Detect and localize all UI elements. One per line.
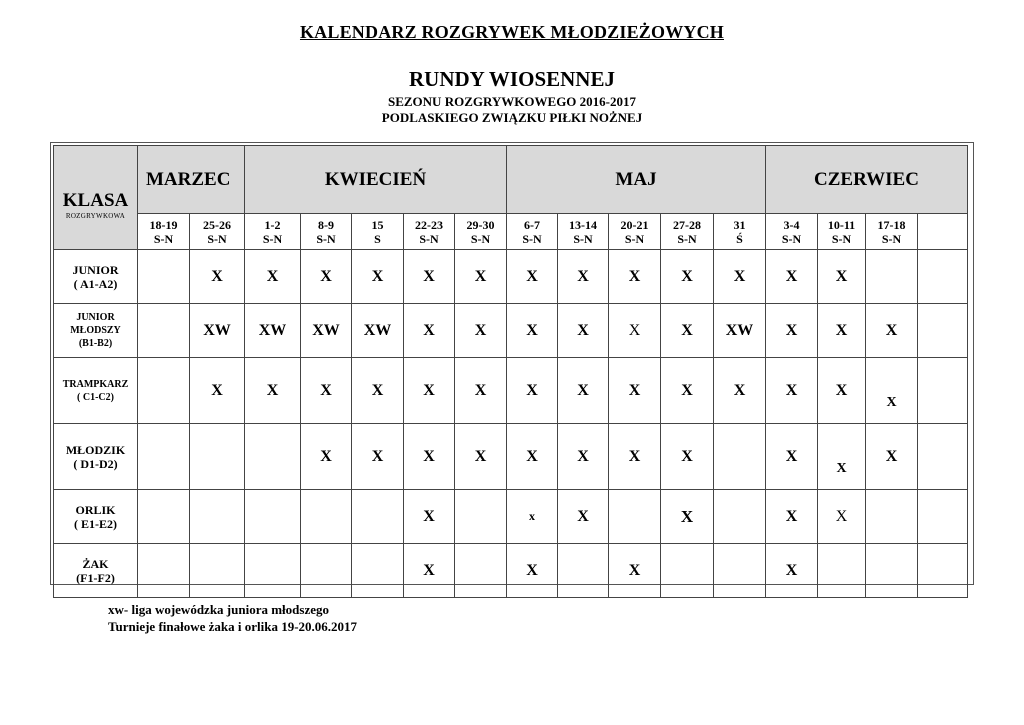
schedule-cell: X (818, 424, 866, 490)
schedule-cell (352, 544, 404, 598)
date-cell (507, 214, 558, 250)
schedule-cell: XW (245, 304, 301, 358)
schedule-cell: X (818, 304, 866, 358)
schedule-cell: X (455, 424, 507, 490)
date-cell (818, 214, 866, 250)
schedule-cell (455, 490, 507, 544)
schedule-cell: X (404, 304, 455, 358)
date-days: S-N (573, 231, 593, 246)
schedule-cell: X (661, 424, 714, 490)
month-header-june: CZERWIEC (766, 146, 968, 214)
class-name-line: ORLIK (75, 502, 116, 517)
class-code: (F1-F2) (76, 570, 115, 585)
date-range: 18-19 (149, 217, 178, 232)
date-cell (609, 214, 661, 250)
schedule-cell (245, 490, 301, 544)
schedule-cell: X (558, 490, 609, 544)
class-code: ( E1-E2) (74, 516, 117, 531)
table-row (54, 544, 968, 598)
schedule-cell (558, 544, 609, 598)
schedule-cell (245, 544, 301, 598)
class-name-line: JUNIOR (76, 312, 115, 323)
date-range: 3-4 (783, 217, 800, 232)
schedule-cell: X (455, 250, 507, 304)
schedule-cell (190, 490, 245, 544)
schedule-cell: X (301, 250, 352, 304)
table-row (54, 490, 968, 544)
date-days: S-N (781, 231, 802, 246)
schedule-cell: X (404, 490, 455, 544)
schedule-cell: X (766, 490, 818, 544)
schedule-cell: X (866, 424, 918, 490)
schedule-cell: X (404, 424, 455, 490)
class-code: ( D1-D2) (73, 456, 118, 471)
date-range: 15 (371, 217, 384, 232)
date-cell (352, 214, 404, 250)
month-header-march: MARZEC (138, 146, 245, 214)
schedule-cell: X (455, 358, 507, 424)
schedule-cell (138, 358, 190, 424)
schedule-cell: X (609, 358, 661, 424)
date-days: S-N (677, 231, 697, 246)
schedule-table (53, 145, 968, 598)
date-range: 6-7 (524, 217, 540, 232)
date-cell (661, 214, 714, 250)
table-row (54, 424, 968, 490)
schedule-cell (866, 544, 918, 598)
schedule-cell: X (190, 358, 245, 424)
date-range: 17-18 (877, 217, 906, 232)
schedule-cell: x (507, 490, 558, 544)
schedule-cell: X (866, 358, 918, 424)
schedule-cell (866, 490, 918, 544)
class-name-line: MŁODZIK (65, 442, 126, 457)
schedule-cell: X (558, 304, 609, 358)
class-name-cell (54, 490, 138, 544)
date-range: 31 (733, 217, 746, 232)
date-days: S (374, 231, 381, 246)
date-range: 22-23 (415, 217, 443, 232)
schedule-cell: X (818, 490, 866, 544)
schedule-cell: XW (352, 304, 404, 358)
schedule-cell (818, 544, 866, 598)
footnote-xw-legend: xw- liga wojewódzka juniora młodszego (108, 602, 329, 617)
class-name-line: TRAMPKARZ (62, 378, 129, 390)
date-cell (766, 214, 818, 250)
schedule-cell: X (609, 544, 661, 598)
schedule-cell: X (866, 304, 918, 358)
schedule-cell (609, 490, 661, 544)
schedule-cell: X (404, 358, 455, 424)
schedule-cell: X (190, 250, 245, 304)
schedule-cell: X (661, 304, 714, 358)
schedule-cell: X (507, 358, 558, 424)
schedule-cell: X (766, 424, 818, 490)
schedule-cell: X (352, 358, 404, 424)
schedule-cell (661, 544, 714, 598)
date-days: S-N (470, 231, 491, 246)
date-days: Ś (736, 231, 743, 246)
schedule-cell: X (766, 250, 818, 304)
schedule-cell: XW (714, 304, 766, 358)
footnote-finals: Turnieje finałowe żaka i orlika 19-20.06.2017 (108, 619, 358, 634)
date-cell (558, 214, 609, 250)
schedule-cell (301, 544, 352, 598)
schedule-cell: X (301, 424, 352, 490)
schedule-cell (138, 490, 190, 544)
schedule-cell (918, 544, 968, 598)
schedule-cell (455, 544, 507, 598)
season-line: SEZONU ROZGRYWKOWEGO 2016-2017 (387, 94, 636, 109)
schedule-cell: X (558, 250, 609, 304)
schedule-cell (918, 358, 968, 424)
class-header-title: KLASA (62, 189, 129, 211)
class-name-cell (54, 358, 138, 424)
schedule-cell (190, 424, 245, 490)
date-range: 25-26 (203, 217, 231, 232)
schedule-cell (138, 250, 190, 304)
month-header-may: MAJ (507, 146, 766, 214)
schedule-cell (918, 250, 968, 304)
schedule-cell: X (507, 304, 558, 358)
date-range: 27-28 (673, 217, 701, 232)
schedule-cell: X (507, 544, 558, 598)
date-days: S-N (624, 231, 645, 246)
footnotes (108, 601, 357, 635)
page-title: KALENDARZ ROZGRYWEK MŁODZIEŻOWYCH (299, 22, 724, 42)
date-cell (138, 214, 190, 250)
schedule-cell: X (609, 304, 661, 358)
schedule-cell (352, 490, 404, 544)
schedule-cell: X (818, 250, 866, 304)
schedule-cell: X (558, 358, 609, 424)
schedule-cell: X (507, 250, 558, 304)
schedule-cell (138, 424, 190, 490)
schedule-cell: X (766, 358, 818, 424)
date-days: S-N (881, 231, 902, 246)
schedule-cell (714, 490, 766, 544)
schedule-cell: X (301, 358, 352, 424)
schedule-cell (714, 424, 766, 490)
schedule-cell: XW (301, 304, 352, 358)
date-cell (404, 214, 455, 250)
schedule-cell: X (661, 250, 714, 304)
class-header-cell (54, 146, 138, 250)
page-subtitle: RUNDY WIOSENNEJ (409, 67, 615, 91)
date-range: 8-9 (318, 217, 334, 232)
schedule-cell: X (766, 304, 818, 358)
schedule-cell: X (714, 250, 766, 304)
schedule-cell (138, 544, 190, 598)
schedule-cell: X (609, 424, 661, 490)
month-header-april: KWIECIEŃ (245, 146, 507, 214)
association-line: PODLASKIEGO ZWIĄZKU PIŁKI NOŻNEJ (381, 110, 643, 125)
date-range: 1-2 (264, 217, 281, 232)
class-name-line: MŁODSZY (70, 325, 121, 336)
date-days: S-N (419, 231, 439, 246)
schedule-cell (918, 304, 968, 358)
class-name-cell (54, 250, 138, 304)
date-cell (714, 214, 766, 250)
date-cell (455, 214, 507, 250)
date-days: S-N (207, 231, 227, 246)
date-header-row (54, 214, 968, 250)
schedule-cell: X (245, 358, 301, 424)
date-cell (190, 214, 245, 250)
date-range: 20-21 (620, 217, 649, 232)
class-name-line: JUNIOR (72, 262, 119, 277)
schedule-cell (714, 544, 766, 598)
schedule-cell: XW (190, 304, 245, 358)
date-range: 13-14 (569, 217, 597, 232)
date-cell (918, 214, 968, 250)
schedule-cell (138, 304, 190, 358)
schedule-cell: X (507, 424, 558, 490)
schedule-cell: X (558, 424, 609, 490)
schedule-cell: X (245, 250, 301, 304)
schedule-cell: X (818, 358, 866, 424)
date-range: 10-11 (827, 217, 856, 232)
schedule-cell: X (714, 358, 766, 424)
class-header-subtitle: ROZGRYWKOWA (65, 211, 126, 220)
schedule-cell: X (404, 544, 455, 598)
schedule-cell (190, 544, 245, 598)
schedule-cell (866, 250, 918, 304)
schedule-cell (918, 424, 968, 490)
schedule-cell: X (404, 250, 455, 304)
schedule-cell: X (352, 250, 404, 304)
schedule-cell (301, 490, 352, 544)
date-days: S-N (831, 231, 852, 246)
date-days: S-N (316, 231, 336, 246)
date-range: 29-30 (466, 217, 495, 232)
table-row (54, 250, 968, 304)
class-code: (B1-B2) (78, 338, 113, 349)
schedule-cell: X (661, 490, 714, 544)
schedule-cell: X (609, 250, 661, 304)
date-days: S-N (153, 231, 174, 246)
date-cell (245, 214, 301, 250)
date-days: S-N (522, 231, 542, 246)
schedule-cell (245, 424, 301, 490)
table-row (54, 304, 968, 358)
schedule-cell (918, 490, 968, 544)
class-name-cell (54, 304, 138, 358)
class-code: ( C1-C2) (77, 391, 114, 403)
class-name-cell (54, 424, 138, 490)
date-cell (866, 214, 918, 250)
schedule-cell: X (766, 544, 818, 598)
schedule-cell: X (455, 304, 507, 358)
date-cell (301, 214, 352, 250)
schedule-cell: X (661, 358, 714, 424)
schedule-cell: X (352, 424, 404, 490)
date-days: S-N (262, 231, 283, 246)
class-name-cell (54, 544, 138, 598)
class-code: ( A1-A2) (73, 276, 118, 291)
class-name-line: ŻAK (82, 556, 109, 571)
month-header-row (54, 146, 968, 214)
table-row (54, 358, 968, 424)
